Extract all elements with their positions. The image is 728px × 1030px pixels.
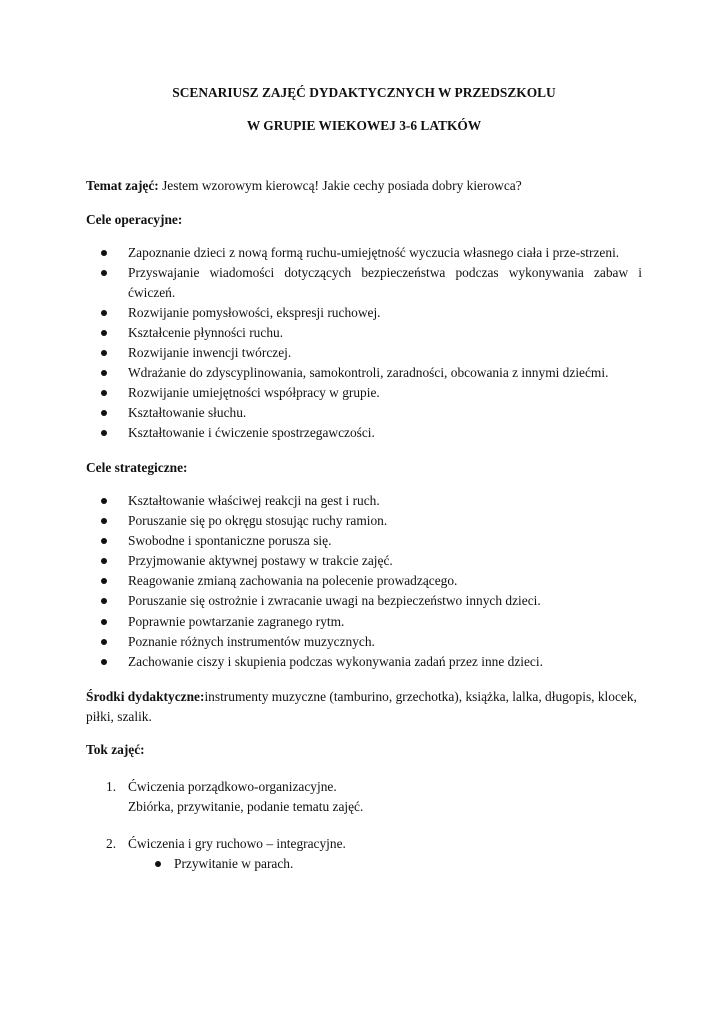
- teaching-aids-paragraph: [86, 687, 642, 727]
- operational-goals-heading: Cele operacyjne:: [86, 212, 183, 227]
- list-item: Poruszanie się ostrożnie i zwracanie uwagi na bezpieczeństwo innych dzieci.: [128, 591, 642, 611]
- step-title: Ćwiczenia i gry ruchowo – integracyjne.: [128, 836, 346, 852]
- list-item: Przyswajanie wiadomości dotyczących bezpieczeństwa podczas wykonywania zabaw i ćwiczeń.: [128, 263, 642, 302]
- step-sub-list: [128, 854, 642, 874]
- strategic-goals-list: [86, 491, 642, 671]
- list-item: Poprawnie powtarzanie zagranego rytm.: [128, 612, 642, 632]
- strategic-goals-heading: Cele strategiczne:: [86, 459, 188, 475]
- list-item: Zachowanie ciszy i skupienia podczas wykonywania zadań przez inne dzieci.: [128, 652, 642, 672]
- course-step: [106, 777, 642, 816]
- list-item: Swobodne i spontaniczne porusza się.: [128, 531, 642, 551]
- list-item: Poruszanie się po okręgu stosując ruchy ramion.: [128, 511, 642, 531]
- course-heading: Tok zajęć:: [86, 742, 145, 758]
- step-title: Ćwiczenia porządkowo-organizacyjne.: [128, 779, 337, 795]
- topic-label: Temat zajęć:: [86, 178, 159, 193]
- list-item: Poznanie różnych instrumentów muzycznych.: [128, 632, 642, 652]
- document-title: SCENARIUSZ ZAJĘĆ DYDAKTYCZNYCH W PRZEDSZKOLU: [172, 85, 556, 100]
- list-item: Rozwijanie inwencji twórczej.: [128, 343, 642, 363]
- list-item: Kształtowanie właściwej reakcji na gest i ruch.: [128, 491, 642, 511]
- list-item: Kształtowanie słuchu.: [128, 403, 642, 423]
- list-item: Kształtowanie i ćwiczenie spostrzegawczości.: [128, 423, 642, 443]
- step-detail: Zbiórka, przywitanie, podanie tematu zajęć.: [128, 798, 364, 814]
- step-number: 2.: [106, 836, 117, 852]
- list-item: Reagowanie zmianą zachowania na polecenie prowadzącego.: [128, 571, 642, 591]
- list-item: Przyjmowanie aktywnej postawy w trakcie zajęć.: [128, 551, 642, 571]
- list-item: Rozwijanie pomysłowości, ekspresji ruchowej.: [128, 303, 642, 323]
- list-item: Rozwijanie umiejętności współpracy w grupie.: [128, 383, 642, 403]
- list-item: Kształcenie płynności ruchu.: [128, 323, 642, 343]
- list-item: Przywitanie w parach.: [174, 854, 642, 874]
- topic-paragraph: [86, 177, 642, 195]
- course-steps-list: [86, 777, 642, 873]
- course-step: [106, 834, 642, 873]
- document-subtitle: W GRUPIE WIEKOWEJ 3-6 LATKÓW: [246, 118, 482, 133]
- operational-goals-list: [86, 243, 642, 443]
- topic-text: Jestem wzorowym kierowcą! Jakie cechy posiada dobry kierowca?: [158, 178, 522, 193]
- list-item: Zapoznanie dzieci z nową formą ruchu-umiejętność wyczucia własnego ciała i prze-strzeni.: [128, 243, 642, 263]
- teaching-aids-text: instrumenty muzyczne (tamburino, grzechotka), książka, lalka, długopis, klocek, piłki, szalik.: [86, 689, 637, 725]
- teaching-aids-label: Środki dydaktyczne:: [86, 689, 205, 705]
- list-item: Wdrażanie do zdyscyplinowania, samokontroli, zaradności, obcowania z innymi dziećmi.: [128, 363, 642, 383]
- step-number: 1.: [106, 779, 117, 795]
